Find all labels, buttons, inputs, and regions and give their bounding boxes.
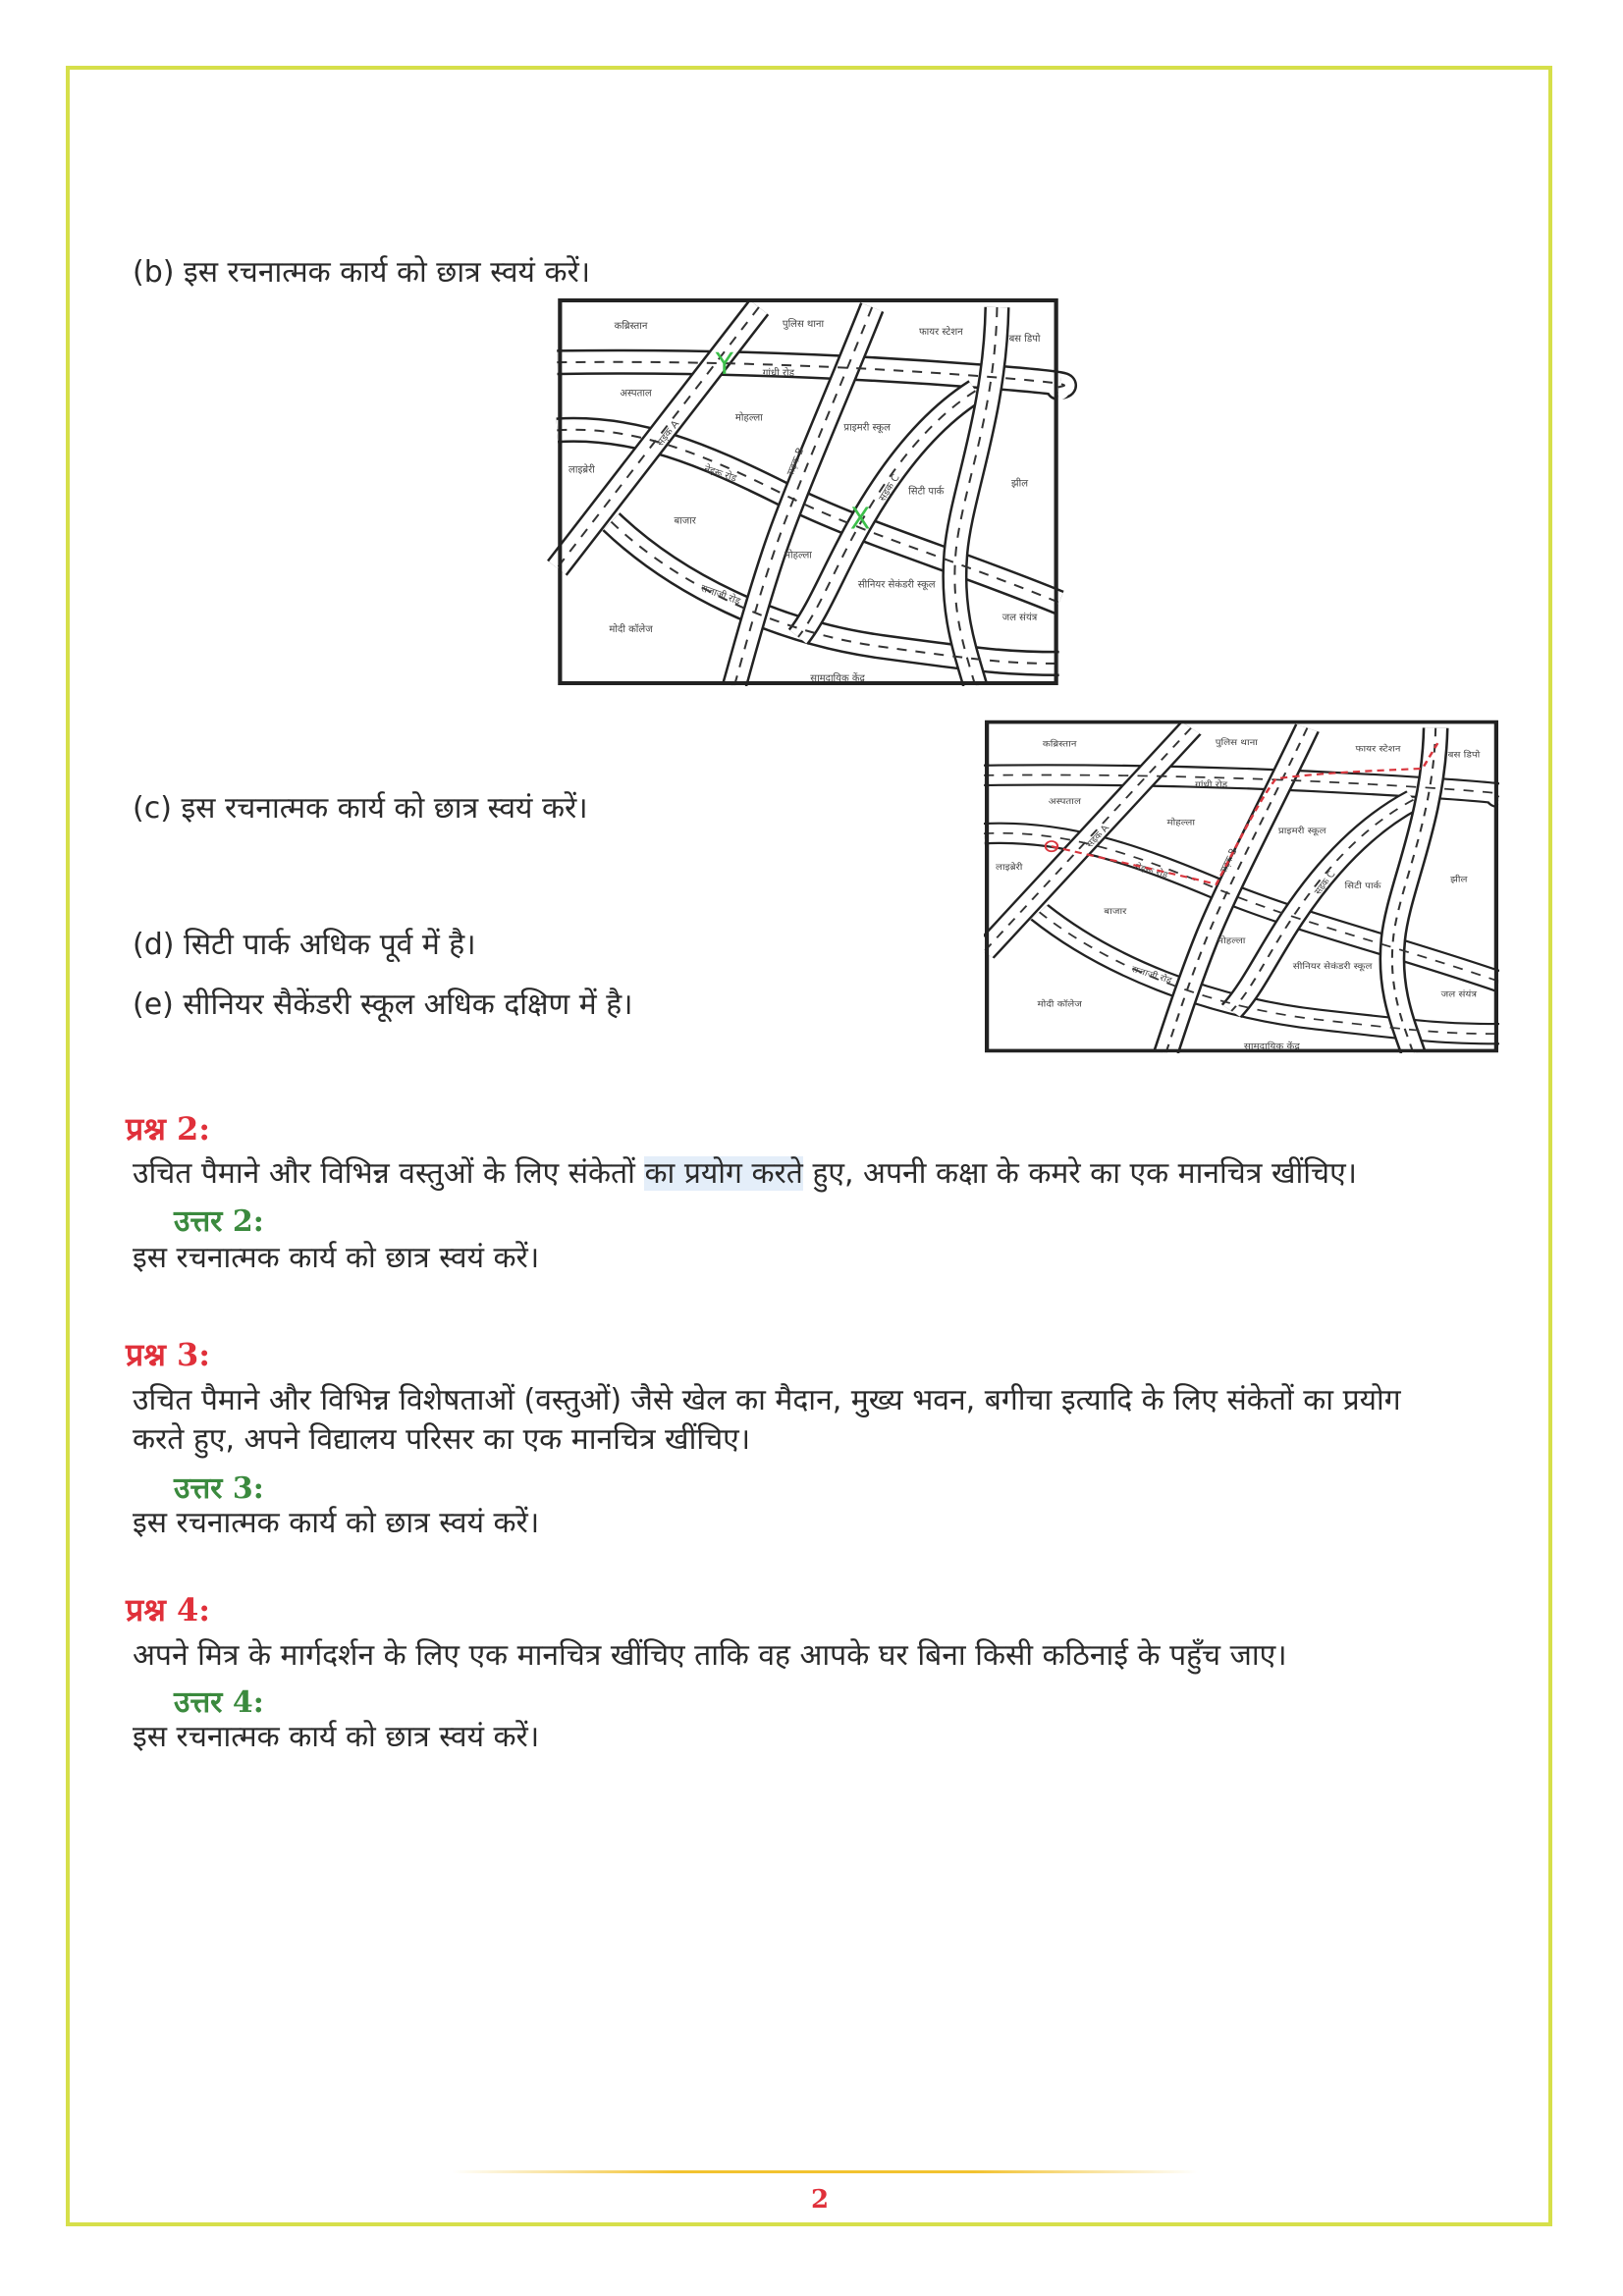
map-label: जल संयंत्र (1001, 612, 1038, 623)
map-label: अस्पताल (1048, 796, 1081, 807)
map-label: मोदी कॉलेज (1037, 999, 1082, 1010)
map-with-markers (509, 297, 1108, 686)
question-3-text-line2: करते हुए, अपने विद्यालय परिसर का एक मानचित्र खींचिए। (133, 1422, 751, 1457)
map-label: बस डिपो (1447, 750, 1481, 761)
answer-3-text: इस रचनात्मक कार्य को छात्र स्वयं करें। (133, 1506, 540, 1540)
map-label: बाजार (1104, 906, 1127, 917)
answer-3-label: उत्तर 3: (174, 1471, 264, 1506)
map-label: सड़क A (655, 418, 682, 449)
map-label: मोहल्ला (1217, 935, 1246, 946)
map-label: मोदी कॉलेज (609, 623, 653, 635)
map-label: जल संयंत्र (1440, 989, 1478, 1000)
map-label: लाइब्रेरी (568, 464, 595, 476)
question-4-text: अपने मित्र के मार्गदर्शन के लिए एक मानचित्र खींचिए ताकि वह आपके घर बिना किसी कठिनाई के पहुँच जाए। (133, 1638, 1287, 1673)
text-segment: हुए, अपनी कक्षा के कमरे का एक मानचित्र खींचिए। (802, 1156, 1358, 1191)
map-label: बाजार (674, 515, 696, 527)
map-label: कब्रिस्तान (1042, 739, 1077, 750)
map-label: झील (1011, 478, 1029, 490)
map-label: सड़क B (784, 446, 807, 478)
map-label: गांधी रोड (1195, 779, 1228, 790)
answer-4-text: इस रचनात्मक कार्य को छात्र स्वयं करें। (133, 1720, 540, 1754)
answer-c: (c) इस रचनात्मक कार्य को छात्र स्वयं करें। (133, 791, 588, 826)
question-3-text-line1: उचित पैमाने और विभिन्न विशेषताओं (वस्तुओं) जैसे खेल का मैदान, मुख्य भवन, बगीचा इत्यादि के लिए संकेतों का प्रयोग (133, 1383, 1401, 1417)
question-4-label: प्रश्न 4: (126, 1591, 211, 1629)
map-label: सामुदायिक केंद्र (810, 672, 865, 684)
map-label: राजाजी रोड (1129, 964, 1174, 987)
question-2-label: प्रश्न 2: (126, 1110, 211, 1148)
map-label: सीनियर सेकंडरी स्कूल (857, 579, 936, 591)
page-number: 2 (811, 2185, 830, 2215)
footer-divider (452, 2170, 1198, 2173)
map-with-route (984, 720, 1499, 1053)
map-label: नेहरू रोड (1133, 862, 1170, 881)
highlighted-text: का प्रयोग करते (644, 1156, 803, 1191)
map-label: सड़क B (1217, 847, 1240, 875)
answer-4-label: उत्तर 4: (174, 1685, 264, 1720)
question-2-text (133, 1154, 1357, 1194)
map-label: प्राइमरी स्कूल (843, 422, 891, 434)
map-label: सिटी पार्क (1344, 881, 1381, 891)
map-label: फायर स्टेशन (918, 327, 963, 339)
map-label: मोहल्ला (734, 412, 763, 424)
answer-b: (b) इस रचनात्मक कार्य को छात्र स्वयं करें। (133, 255, 591, 290)
question-3-label: प्रश्न 3: (126, 1336, 211, 1373)
map-label: राजाजी रोड (699, 583, 742, 608)
map-label: झील (1450, 875, 1468, 884)
map-label: सामुदायिक केंद्र (1243, 1041, 1300, 1052)
map-label: सड़क A (1084, 823, 1112, 850)
map-label: अस्पताल (620, 388, 652, 400)
answer-d: (d) सिटी पार्क अधिक पूर्व में है। (133, 928, 476, 962)
map-label: सिटी पार्क (908, 486, 945, 498)
answer-2-label: उत्तर 2: (174, 1204, 264, 1239)
map-label: लाइब्रेरी (996, 862, 1023, 873)
map-label: सड़क C (877, 472, 902, 504)
map-label: पुलिस थाना (782, 319, 825, 331)
map-label: मोहल्ला (1166, 818, 1196, 828)
map-label: सड़क C (1312, 870, 1338, 897)
marker-x: X (849, 502, 871, 537)
map-label: सीनियर सेकंडरी स्कूल (1292, 961, 1373, 972)
map-label: गांधी रोड (762, 368, 795, 380)
answer-2-text: इस रचनात्मक कार्य को छात्र स्वयं करें। (133, 1241, 540, 1275)
map-label: प्राइमरी स्कूल (1277, 826, 1326, 836)
map-label: फायर स्टेशन (1355, 744, 1401, 755)
map-label: नेहरू रोड (702, 463, 738, 485)
map-label: मोहल्ला (784, 550, 812, 561)
map-label: बस डिपो (1008, 334, 1041, 346)
text-segment: उचित पैमाने और विभिन्न वस्तुओं के लिए संकेतों (133, 1156, 645, 1191)
marker-y: Y (715, 347, 733, 383)
map-label: कब्रिस्तान (614, 321, 648, 333)
map-label: पुलिस थाना (1215, 737, 1258, 748)
answer-e: (e) सीनियर सैकेंडरी स्कूल अधिक दक्षिण में है। (133, 988, 633, 1022)
